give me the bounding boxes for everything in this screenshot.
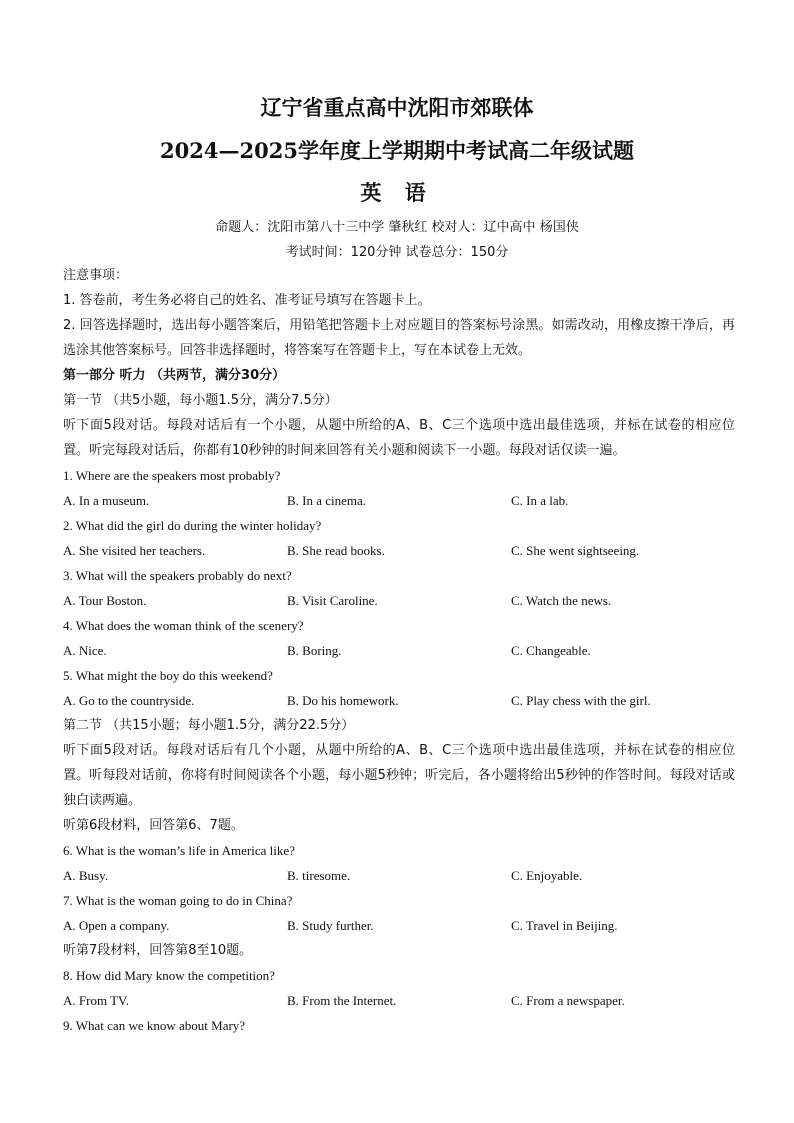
option-a: A. Go to the countryside. bbox=[63, 693, 195, 708]
section2-instructions: 听下面5段对话。每段对话后有几个小题，从题中所给的A、B、C三个选项中选出最佳选项，并标在试卷的相应位置。听每段对话前，你将有时间阅读各个小题，每小题5秒钟；听完后，各小题将给出5秒钟的作答时间。每段对话或独白读两遍。 bbox=[63, 743, 735, 808]
option-a: A. Open a company. bbox=[63, 918, 170, 933]
option-b: B. tiresome. bbox=[287, 868, 351, 883]
authors-line: 命题人：沈阳市第八十三中学 肇秋红 校对人：辽中高中 杨国侠 bbox=[215, 220, 579, 235]
question: 7. What is the woman going to do in China? bbox=[63, 893, 293, 908]
part1-heading: 第一部分 听力 （共两节，满分30分） bbox=[63, 368, 286, 383]
options-row bbox=[63, 863, 735, 888]
option-c: C. In a lab. bbox=[511, 493, 569, 508]
option-b: B. Do his homework. bbox=[287, 693, 399, 708]
question: 9. What can we know about Mary? bbox=[63, 1018, 246, 1033]
options-row bbox=[63, 913, 735, 938]
exam-title-line1: 辽宁省重点高中沈阳市郊联体 bbox=[260, 95, 534, 120]
question: 1. Where are the speakers most probably? bbox=[63, 468, 281, 483]
option-b: B. From the Internet. bbox=[287, 993, 397, 1008]
option-b: B. Visit Caroline. bbox=[287, 593, 378, 608]
note-item: 1. 答卷前，考生务必将自己的姓名、准考证号填写在答题卡上。 bbox=[63, 293, 431, 308]
option-a: A. In a museum. bbox=[63, 493, 150, 508]
options-row bbox=[63, 488, 735, 513]
question: 3. What will the speakers probably do next? bbox=[63, 568, 292, 583]
options-row bbox=[63, 638, 735, 663]
option-c: C. Travel in Beijing. bbox=[511, 918, 618, 933]
section1-heading: 第一节 （共5小题，每小题1.5分，满分7.5分） bbox=[63, 393, 338, 408]
question: 5. What might the boy do this weekend? bbox=[63, 668, 273, 683]
option-a: A. Busy. bbox=[63, 868, 109, 883]
option-c: C. From a newspaper. bbox=[511, 993, 625, 1008]
options-row bbox=[63, 988, 735, 1013]
option-b: B. In a cinema. bbox=[287, 493, 367, 508]
options-row bbox=[63, 688, 735, 713]
option-b: B. Study further. bbox=[287, 918, 374, 933]
option-c: C. Watch the news. bbox=[511, 593, 612, 608]
options-row bbox=[63, 588, 735, 613]
option-a: A. From TV. bbox=[63, 993, 129, 1008]
question: 6. What is the woman’s life in America like? bbox=[63, 843, 295, 858]
option-a: A. Nice. bbox=[63, 643, 107, 658]
option-b: B. She read books. bbox=[287, 543, 385, 558]
question: 4. What does the woman think of the scenery? bbox=[63, 618, 304, 633]
note-item: 2. 回答选择题时，选出每小题答案后，用铅笔把答题卡上对应题目的答案标号涂黑。如需改动，用橡皮擦干净后，再选涂其他答案标号。回答非选择题时，将答案写在答题卡上，写在本试卷上无效。 bbox=[63, 318, 735, 358]
material-label: 听第7段材料，回答第8至10题。 bbox=[63, 943, 253, 958]
option-c: C. Play chess with the girl. bbox=[511, 693, 651, 708]
option-a: A. She visited her teachers. bbox=[63, 543, 206, 558]
option-c: C. Changeable. bbox=[511, 643, 591, 658]
subject-title: 英 语 bbox=[360, 180, 434, 205]
options-row bbox=[63, 538, 735, 563]
material-label: 听第6段材料，回答第6、7题。 bbox=[63, 818, 244, 833]
question: 2. What did the girl do during the winter holiday? bbox=[63, 518, 322, 533]
section1-instructions: 听下面5段对话。每段对话后有一个小题，从题中所给的A、B、C三个选项中选出最佳选项，并标在试卷的相应位置。听完每段对话后，你都有10秒钟的时间来回答有关小题和阅读下一小题。每段对话仅读一遍。 bbox=[63, 418, 735, 458]
time-score-line: 考试时间：120分钟 试卷总分：150分 bbox=[285, 245, 509, 260]
exam-title-line2: 2024—2025学年度上学期期中考试高二年级试题 bbox=[160, 138, 634, 163]
option-c: C. She went sightseeing. bbox=[511, 543, 640, 558]
option-b: B. Boring. bbox=[287, 643, 342, 658]
question: 8. How did Mary know the competition? bbox=[63, 968, 275, 983]
option-a: A. Tour Boston. bbox=[63, 593, 147, 608]
exam-body bbox=[63, 263, 735, 1038]
section2-heading: 第二节 （共15小题；每小题1.5分，满分22.5分） bbox=[63, 718, 355, 733]
option-c: C. Enjoyable. bbox=[511, 868, 583, 883]
notes-heading: 注意事项： bbox=[63, 268, 129, 283]
